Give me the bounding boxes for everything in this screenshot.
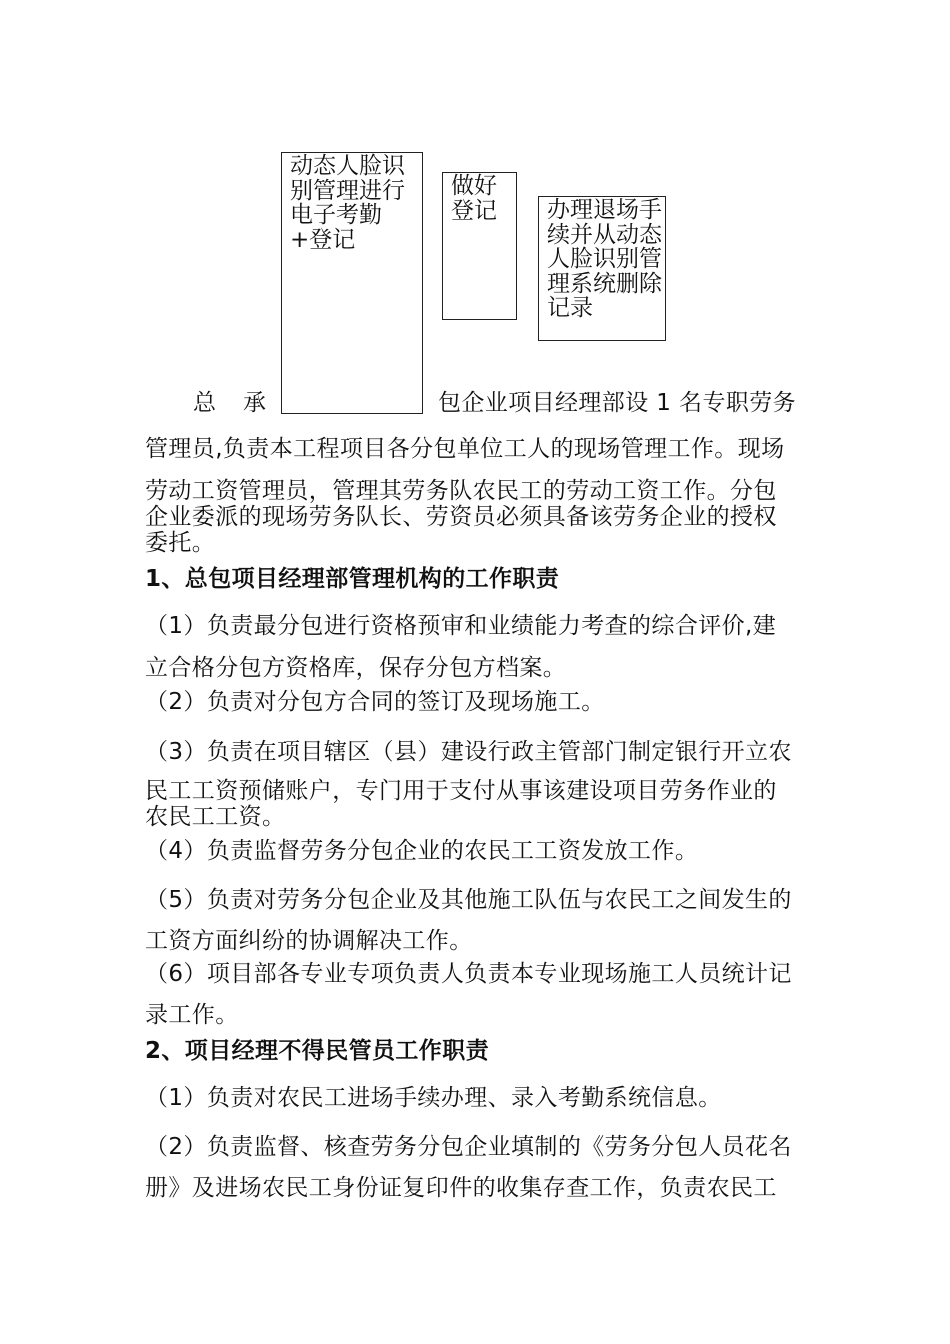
flow-box-register <box>442 172 517 320</box>
flow-box-exit <box>538 196 666 341</box>
para1-line4: 企业委派的现场劳务队长、劳资员必须具备该劳务企业的授权 <box>145 504 777 530</box>
section1-item1-line2: 立合格分包方资格库，保存分包方档案。 <box>145 655 567 681</box>
section2-heading: 2、项目经理不得民管员工作职责 <box>145 1038 490 1064</box>
section1-item3-line1: （3）负责在项目辖区（县）建设行政主管部门制定银行开立农 <box>145 739 792 765</box>
section1-item6-line1: （6）项目部各专业专项负责人负责本专业现场施工人员统计记 <box>145 961 792 987</box>
para1-line3: 劳动工资管理员，管理其劳务队农民工的劳动工资工作。分包 <box>145 478 777 504</box>
section1-item3-line3: 农民工工资。 <box>145 804 286 830</box>
flow-box-face-recognition <box>281 152 423 414</box>
section1-item5-line2: 工资方面纠纷的协调解决工作。 <box>145 928 473 954</box>
section1-item4: （4）负责监督劳务分包企业的农民工工资发放工作。 <box>145 838 699 864</box>
section2-item1: （1）负责对农民工进场手续办理、录入考勤系统信息。 <box>145 1085 722 1111</box>
section1-item1-line1: （1）负责最分包进行资格预审和业绩能力考查的综合评价,建 <box>145 613 777 639</box>
para1-line5: 委托。 <box>145 530 216 556</box>
para1-start-b: 承 <box>243 390 267 416</box>
section1-item6-line2: 录工作。 <box>145 1002 239 1028</box>
section2-item2-line1: （2）负责监督、核查劳务分包企业填制的《劳务分包人员花名 <box>145 1134 792 1160</box>
flow-box-text: 做好登记 <box>451 173 497 224</box>
section1-item3-line2: 民工工资预储账户，专门用于支付从事该建设项目劳务作业的 <box>145 778 777 804</box>
flow-box-text: 办理退场手续并从动态人脸识别管理系统删除记录 <box>547 197 662 321</box>
section2-item2-line2: 册》及进场农民工身份证复印件的收集存查工作，负责农民工 <box>145 1175 777 1201</box>
para1-start-a: 总 <box>193 390 217 416</box>
para1-line1: 包企业项目经理部设 1 名专职劳务 <box>438 390 797 416</box>
section1-item5-line1: （5）负责对劳务分包企业及其他施工队伍与农民工之间发生的 <box>145 887 792 913</box>
section1-heading: 1、总包项目经理部管理机构的工作职责 <box>145 566 560 592</box>
section1-item2: （2）负责对分包方合同的签订及现场施工。 <box>145 689 605 715</box>
para1-line2: 管理员,负责本工程项目各分包单位工人的现场管理工作。现场 <box>145 436 785 462</box>
flow-box-text: 动态人脸识别管理进行电子考勤+登记 <box>290 153 405 253</box>
